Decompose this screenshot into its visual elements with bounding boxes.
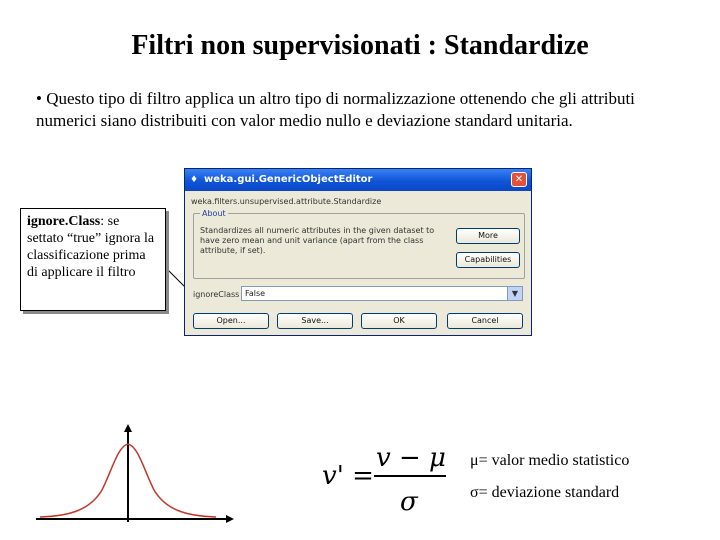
cancel-button[interactable]: Cancel [447,313,523,329]
sigma-legend: σ= deviazione standard [470,484,620,501]
window-title: weka.gui.GenericObjectEditor [204,174,373,185]
ignore-class-label: ignoreClass [193,290,240,299]
formula-denominator: σ [400,487,418,517]
ignore-class-select[interactable] [241,286,523,301]
capabilities-button[interactable]: Capabilities [456,252,520,268]
about-text: Standardizes all numeric attributes in the given dataset to have zero mean and unit variance (apart from the class attribute, if set). [200,226,435,255]
ignore-class-callout [20,208,166,311]
standardize-formula [318,438,458,518]
generic-object-editor-window [184,168,532,336]
callout-term: ignore.Class [27,214,101,229]
about-panel [193,209,525,279]
bullet-line-1: • Questo tipo di filtro applica un altro tipo di normalizzazione ottenendo che gli attributi [36,89,635,108]
window-titlebar[interactable] [185,169,531,191]
formula-lhs: v' = [322,461,374,491]
ignore-class-value: False [245,289,266,298]
mu-legend: μ= valor medio statistico [470,452,630,469]
formula-numerator: v − μ [376,443,446,473]
save-button[interactable]: Save... [277,313,353,329]
y-axis-arrowhead [124,424,132,432]
x-axis-arrowhead [226,515,234,523]
ok-button[interactable]: OK [361,313,437,329]
class-path-label: weka.filters.unsupervised.attribute.Standardize [191,197,382,206]
chevron-down-icon[interactable]: ▼ [507,287,522,300]
callout-text: : se settato “true” ignora la classificazione prima di applicare il filtro [27,214,155,280]
gaussian-curve-figure [30,420,250,525]
close-icon: ✕ [514,174,524,185]
more-button[interactable]: More [456,228,520,244]
about-legend: About [202,209,226,218]
bullet-line-2: numerici siano distribuiti con valor medio nullo e deviazione standard unitaria. [36,111,573,130]
weka-app-icon: ♦ [190,175,199,185]
slide-title: Filtri non supervisionati : Standardize [131,30,589,61]
open-button[interactable]: Open... [193,313,269,329]
close-button[interactable] [511,172,527,187]
